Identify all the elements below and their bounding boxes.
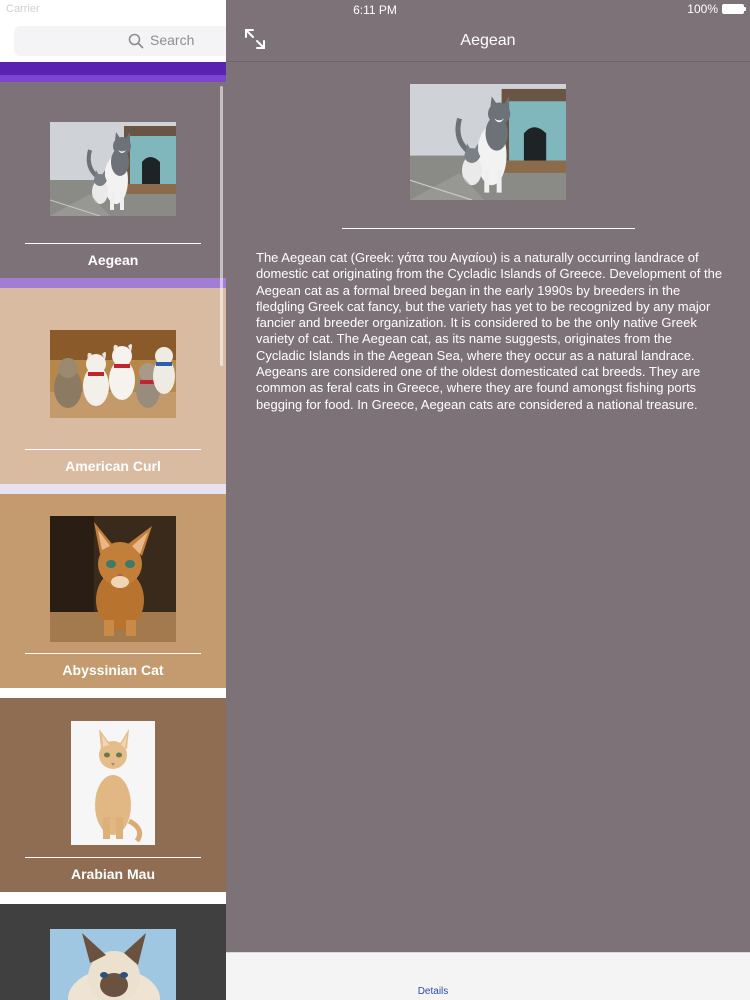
sidebar [0,0,226,1000]
cat-name: Abyssinian Cat [62,662,164,678]
abyssinian-kitten-photo [50,516,176,642]
accent-bar [0,62,226,82]
battery-status [687,2,744,16]
cell-separator [0,688,226,698]
balinese-kitten-photo [50,929,176,1000]
status-bar [0,0,750,20]
cat-cell-arabian-mau[interactable] [0,698,226,892]
status-time: 6:11 PM [353,3,397,17]
cat-name: Aegean [87,252,139,268]
page-title: Aegean [460,32,516,49]
aegean-cats-photo [410,84,566,200]
battery-icon [722,4,744,14]
sidebar-scroll-indicator[interactable] [220,86,223,366]
arabian-mau-kitten-photo [71,721,155,845]
cell-divider [25,449,201,450]
cat-cell-abyssinian[interactable] [0,494,226,688]
detail-divider [342,228,635,229]
cat-description: The Aegean cat (Greek: γάτα του Αιγαίου) is a naturally occurring landrace of domestic cat originating from the Cycladic Islands of Greece. Development of the Aegean cat as a formal breed began in the early 1990s by breeders in the fledgling Greek cat fancy, but the variety has yet to be recognized by any major fancier and breeder organization. It is considered to be the only native Greek variety of cat. The Aegean cat, as its name suggests, originates from the Cycladic Islands in the Aegean Sea, where they occur as a natural landrace. Aegeans are considered one of the oldest domesticated cat breeds. They are common as feral cats in Greece, where they are found amongst fishing ports begging for food. In Greece, Aegean cats are considered a national treasure. [256,250,723,412]
battery-percent: 100% [687,2,718,16]
cat-cell-aegean[interactable] [0,82,226,278]
search-input[interactable] [14,26,226,56]
cell-separator [0,892,226,904]
cat-cell-american-curl[interactable] [0,288,226,484]
carrier-label: Carrier [6,3,40,15]
cell-divider [25,243,201,244]
american-curl-kittens-photo [50,330,176,418]
search-icon [128,33,144,49]
search-placeholder: Search [150,32,195,48]
cat-cell-balinese[interactable] [0,904,226,1000]
cat-name: Arabian Mau [70,866,155,882]
cell-divider [25,653,201,654]
cell-separator [0,484,226,494]
selection-separator [0,278,226,288]
tab-bar [226,952,750,1000]
detail-pane [226,0,750,952]
cell-divider [25,857,201,858]
aegean-cats-photo [50,122,176,216]
tab-details[interactable]: Details [417,986,449,997]
cat-name: American Curl [65,458,161,474]
